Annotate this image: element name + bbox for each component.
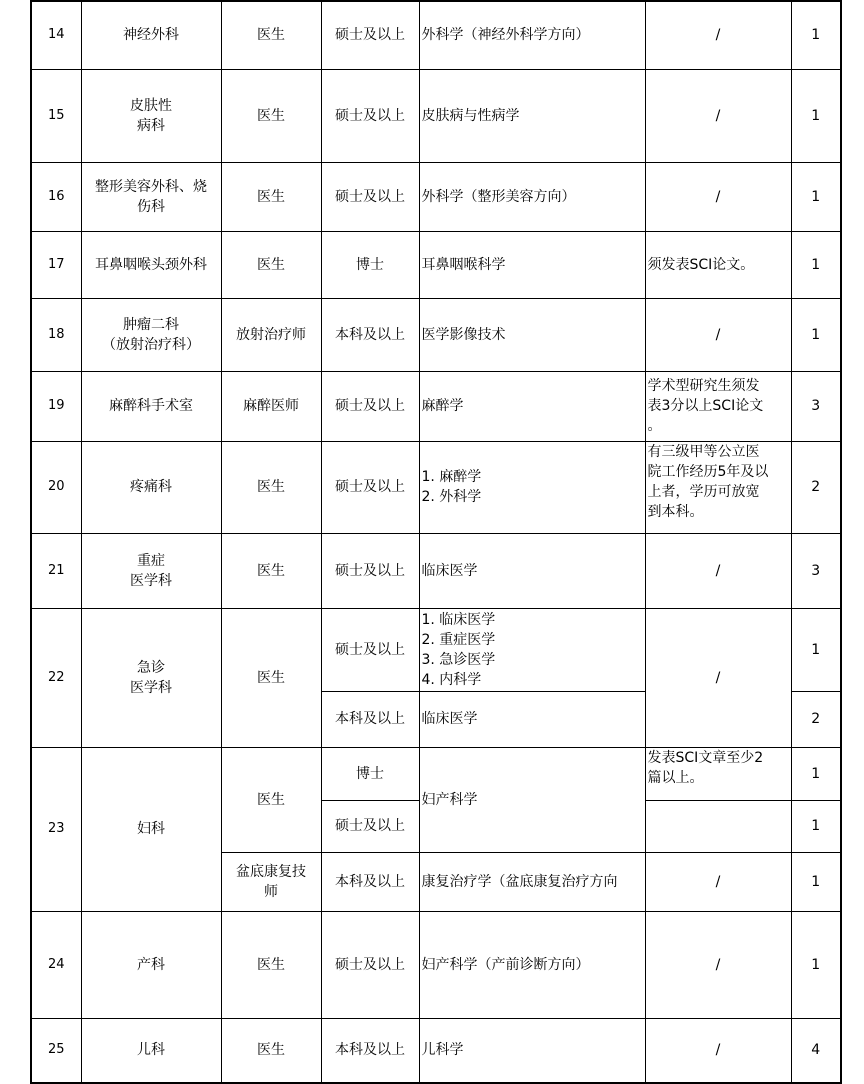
table-row bbox=[31, 231, 841, 298]
major-cell: 1. 临床医学 2. 重症医学 3. 急诊医学 4. 内科学 bbox=[419, 608, 645, 691]
table-row bbox=[31, 747, 841, 800]
major-cell: 麻醉学 bbox=[419, 371, 645, 441]
position-cell: 医生 bbox=[221, 1, 321, 69]
requirement-cell: / bbox=[645, 1, 791, 69]
major-cell: 外科学（神经外科学方向） bbox=[419, 1, 645, 69]
quota-cell: 1 bbox=[791, 852, 841, 911]
quota-cell: 3 bbox=[791, 533, 841, 608]
row-number: 23 bbox=[31, 747, 81, 911]
education-cell: 本科及以上 bbox=[321, 298, 419, 371]
department-cell: 肿瘤二科 （放射治疗科） bbox=[81, 298, 221, 371]
quota-cell: 1 bbox=[791, 747, 841, 800]
table-row bbox=[31, 371, 841, 441]
major-cell: 儿科学 bbox=[419, 1018, 645, 1083]
requirement-cell: / bbox=[645, 298, 791, 371]
table-row bbox=[31, 1, 841, 69]
requirement-cell: 学术型研究生须发 表3分以上SCI论文 。 bbox=[645, 371, 791, 441]
row-number: 21 bbox=[31, 533, 81, 608]
table-row bbox=[31, 441, 841, 533]
quota-cell: 2 bbox=[791, 441, 841, 533]
education-cell: 本科及以上 bbox=[321, 1018, 419, 1083]
education-cell: 本科及以上 bbox=[321, 691, 419, 747]
quota-cell: 1 bbox=[791, 800, 841, 852]
position-cell: 医生 bbox=[221, 162, 321, 231]
education-cell: 硕士及以上 bbox=[321, 162, 419, 231]
position-cell: 医生 bbox=[221, 747, 321, 852]
quota-cell: 2 bbox=[791, 691, 841, 747]
table-row bbox=[31, 69, 841, 162]
department-cell: 疼痛科 bbox=[81, 441, 221, 533]
education-cell: 博士 bbox=[321, 231, 419, 298]
department-cell: 耳鼻咽喉头颈外科 bbox=[81, 231, 221, 298]
requirement-cell: / bbox=[645, 1018, 791, 1083]
row-number: 19 bbox=[31, 371, 81, 441]
major-cell: 1. 麻醉学 2. 外科学 bbox=[419, 441, 645, 533]
major-cell: 妇产科学（产前诊断方向） bbox=[419, 911, 645, 1018]
quota-cell: 1 bbox=[791, 162, 841, 231]
row-number: 17 bbox=[31, 231, 81, 298]
table-row bbox=[31, 298, 841, 371]
quota-cell: 1 bbox=[791, 608, 841, 691]
row-number: 18 bbox=[31, 298, 81, 371]
row-number: 24 bbox=[31, 911, 81, 1018]
row-number: 15 bbox=[31, 69, 81, 162]
quota-cell: 1 bbox=[791, 298, 841, 371]
education-cell: 硕士及以上 bbox=[321, 441, 419, 533]
education-cell: 博士 bbox=[321, 747, 419, 800]
requirement-cell: / bbox=[645, 162, 791, 231]
table-row bbox=[31, 911, 841, 1018]
position-cell: 医生 bbox=[221, 911, 321, 1018]
education-cell: 硕士及以上 bbox=[321, 911, 419, 1018]
education-cell: 硕士及以上 bbox=[321, 608, 419, 691]
quota-cell: 1 bbox=[791, 231, 841, 298]
quota-cell: 1 bbox=[791, 69, 841, 162]
department-cell: 整形美容外科、烧 伤科 bbox=[81, 162, 221, 231]
position-cell: 医生 bbox=[221, 608, 321, 747]
department-cell: 皮肤性 病科 bbox=[81, 69, 221, 162]
department-cell: 妇科 bbox=[81, 747, 221, 911]
requirement-cell: / bbox=[645, 852, 791, 911]
major-cell: 临床医学 bbox=[419, 533, 645, 608]
education-cell: 硕士及以上 bbox=[321, 800, 419, 852]
requirement-cell: 发表SCI文章至少2 篇以上。 bbox=[645, 747, 791, 800]
major-cell: 临床医学 bbox=[419, 691, 645, 747]
row-number: 20 bbox=[31, 441, 81, 533]
table-row bbox=[31, 608, 841, 691]
department-cell: 麻醉科手术室 bbox=[81, 371, 221, 441]
table-row bbox=[31, 533, 841, 608]
table-row bbox=[31, 162, 841, 231]
education-cell: 本科及以上 bbox=[321, 852, 419, 911]
quota-cell: 1 bbox=[791, 911, 841, 1018]
department-cell: 儿科 bbox=[81, 1018, 221, 1083]
position-cell: 医生 bbox=[221, 69, 321, 162]
requirement-cell: / bbox=[645, 533, 791, 608]
requirement-cell bbox=[645, 800, 791, 852]
major-cell: 医学影像技术 bbox=[419, 298, 645, 371]
position-cell: 医生 bbox=[221, 533, 321, 608]
major-cell: 外科学（整形美容方向） bbox=[419, 162, 645, 231]
department-cell: 神经外科 bbox=[81, 1, 221, 69]
requirement-cell: / bbox=[645, 69, 791, 162]
row-number: 16 bbox=[31, 162, 81, 231]
requirement-cell: 须发表SCI论文。 bbox=[645, 231, 791, 298]
department-cell: 重症 医学科 bbox=[81, 533, 221, 608]
major-cell: 皮肤病与性病学 bbox=[419, 69, 645, 162]
position-cell: 盆底康复技 师 bbox=[221, 852, 321, 911]
requirement-cell: 有三级甲等公立医 院工作经历5年及以 上者，学历可放宽 到本科。 bbox=[645, 441, 791, 533]
major-cell: 妇产科学 bbox=[419, 747, 645, 852]
position-cell: 医生 bbox=[221, 231, 321, 298]
position-cell: 放射治疗师 bbox=[221, 298, 321, 371]
position-cell: 医生 bbox=[221, 1018, 321, 1083]
row-number: 22 bbox=[31, 608, 81, 747]
requirement-cell: / bbox=[645, 911, 791, 1018]
education-cell: 硕士及以上 bbox=[321, 1, 419, 69]
quota-cell: 3 bbox=[791, 371, 841, 441]
department-cell: 产科 bbox=[81, 911, 221, 1018]
table-row bbox=[31, 1018, 841, 1083]
position-cell: 麻醉医师 bbox=[221, 371, 321, 441]
row-number: 25 bbox=[31, 1018, 81, 1083]
recruitment-table bbox=[30, 0, 842, 1084]
education-cell: 硕士及以上 bbox=[321, 69, 419, 162]
department-cell: 急诊 医学科 bbox=[81, 608, 221, 747]
quota-cell: 1 bbox=[791, 1, 841, 69]
major-cell: 康复治疗学（盆底康复治疗方向 bbox=[419, 852, 645, 911]
row-number: 14 bbox=[31, 1, 81, 69]
position-cell: 医生 bbox=[221, 441, 321, 533]
education-cell: 硕士及以上 bbox=[321, 371, 419, 441]
education-cell: 硕士及以上 bbox=[321, 533, 419, 608]
requirement-cell: / bbox=[645, 608, 791, 747]
major-cell: 耳鼻咽喉科学 bbox=[419, 231, 645, 298]
quota-cell: 4 bbox=[791, 1018, 841, 1083]
